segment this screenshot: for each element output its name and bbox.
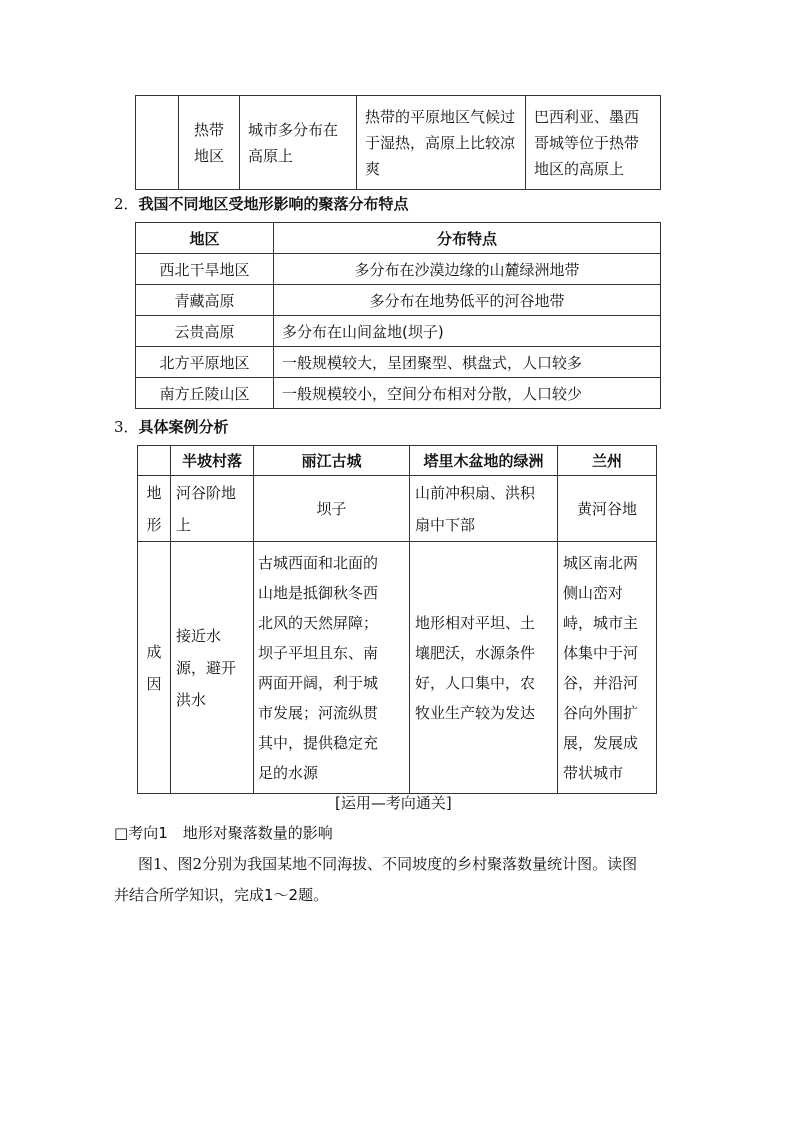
- table-cell-region: 青藏高原: [136, 285, 274, 316]
- table-case-analysis: [137, 445, 657, 794]
- table-cell-feature: 一般规模较大，呈团聚型、棋盘式，人口较多: [274, 347, 661, 378]
- usage-heading: [运用—考向通关]: [335, 794, 452, 812]
- table-row: [136, 378, 661, 409]
- table-row: [136, 285, 661, 316]
- table-row-terrain: [138, 476, 657, 542]
- kaoxiang-label: 考向1 地形对聚落数量的影响: [128, 824, 333, 842]
- table-region-distribution: [135, 222, 661, 409]
- table-cell-lanzhou-cause: 城区南北两 侧山峦对 峙，城市主 体集中于河 谷，并沿河 谷向外围扩 展，发展成 带状城市: [558, 542, 657, 794]
- table-cell-tarim-cause: 地形相对平坦、土 壤肥沃，水源条件 好，人口集中，农 牧业生产较为发达: [410, 542, 558, 794]
- table-header-lijiang: 丽江古城: [254, 446, 410, 476]
- question-paragraph-line2: 并结合所学知识，完成1～2题。: [114, 886, 329, 904]
- table-cell-feature: 多分布在地势低平的河谷地带: [274, 285, 661, 316]
- table-cell-lijiang-terrain: 坝子: [254, 476, 410, 542]
- section-title: 具体案例分析: [138, 418, 229, 436]
- table-header-blank: [138, 446, 171, 476]
- table-cell-banpo-terrain: 河谷阶地 上: [171, 476, 254, 542]
- table-header-lanzhou: 兰州: [558, 446, 657, 476]
- kaoxiang-line: [114, 822, 333, 843]
- table-cell-lijiang-cause: 古城西面和北面的 山地是抵御秋冬西 北风的天然屏障； 坝子平坦且东、南 两面开阔，利于城 市发展；河流纵贯 其中，提供稳定充 足的水源: [254, 542, 410, 794]
- table-cell-label-terrain: 地 形: [138, 476, 171, 542]
- table-header-tarim: 塔里木盆地的绿洲: [410, 446, 558, 476]
- table-row-cause: [138, 542, 657, 794]
- table-tropical-continuation: [135, 95, 661, 190]
- table-header-row: [136, 223, 661, 254]
- section-number: 3．: [114, 418, 139, 436]
- section-number: 2．: [114, 195, 139, 213]
- table-cell-region: 云贵高原: [136, 316, 274, 347]
- table-row: [136, 96, 661, 190]
- table-cell-distribution: 城市多分布在 高原上: [240, 96, 357, 190]
- table-cell-feature: 多分布在山间盆地(坝子): [274, 316, 661, 347]
- table-cell-example: 巴西利亚、墨西 哥城等位于热带 地区的高原上: [526, 96, 661, 190]
- checkbox-square-icon: □: [114, 824, 129, 842]
- table-cell-empty: [136, 96, 179, 190]
- table-cell-region: 西北干旱地区: [136, 254, 274, 285]
- table-row: [136, 316, 661, 347]
- table-header-banpo: 半坡村落: [171, 446, 254, 476]
- table-cell-lanzhou-terrain: 黄河谷地: [558, 476, 657, 542]
- table-header-feature: 分布特点: [274, 223, 661, 254]
- table-cell-feature: 多分布在沙漠边缘的山麓绿洲地带: [274, 254, 661, 285]
- table-row: [136, 347, 661, 378]
- table-cell-region: 南方丘陵山区: [136, 378, 274, 409]
- section-heading-2: [114, 193, 409, 214]
- table-cell-feature: 一般规模较小，空间分布相对分散，人口较少: [274, 378, 661, 409]
- section-heading-3: [114, 416, 229, 437]
- table-header-region: 地区: [136, 223, 274, 254]
- table-cell-reason: 热带的平原地区气候过 于湿热，高原上比较凉 爽: [357, 96, 526, 190]
- table-cell-tarim-terrain: 山前冲积扇、洪积 扇中下部: [410, 476, 558, 542]
- section-title: 我国不同地区受地形影响的聚落分布特点: [138, 195, 409, 213]
- table-cell-label-cause: 成 因: [138, 542, 171, 794]
- question-paragraph-line1: 图1、图2分别为我国某地不同海拔、不同坡度的乡村聚落数量统计图。读图: [138, 855, 638, 873]
- table-header-row: [138, 446, 657, 476]
- table-row: [136, 254, 661, 285]
- table-cell-banpo-cause: 接近水 源，避开 洪水: [171, 542, 254, 794]
- table-cell-region: 北方平原地区: [136, 347, 274, 378]
- table-cell-region: 热带 地区: [179, 96, 240, 190]
